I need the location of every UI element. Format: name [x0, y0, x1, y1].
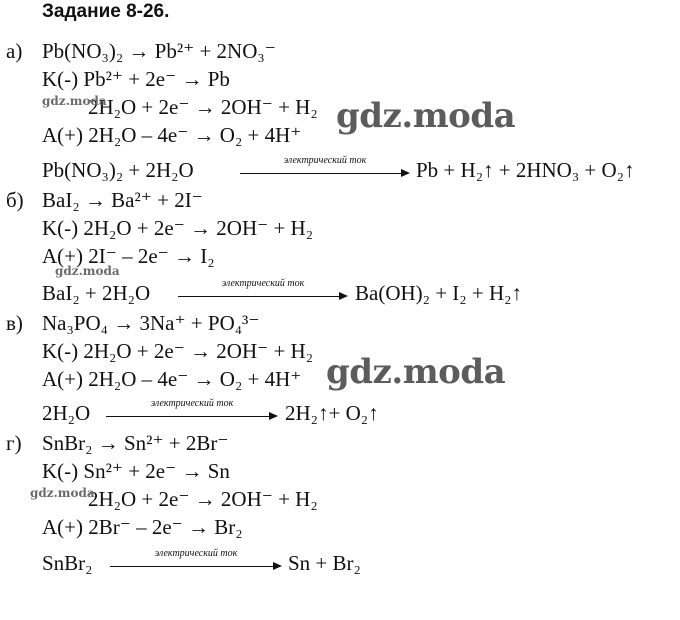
- section-g-dissociation: SnBr₂ → Sn²⁺ + 2Br⁻: [42, 431, 229, 455]
- section-v-cathode: K(-) 2H₂O + 2e⁻ → 2OH⁻ + H₂: [42, 339, 314, 363]
- section-v-overall-left: 2H₂O: [42, 401, 91, 425]
- arrow-label: электрический ток: [283, 155, 367, 166]
- section-b-overall-right: Ba(OH)₂ + I₂ + H₂↑: [355, 281, 522, 305]
- section-a-overall-left: Pb(NO₃)₂ + 2H₂O: [42, 158, 194, 182]
- section-a-anode: A(+) 2H₂O – 4e⁻ → O₂ + 4H⁺: [42, 123, 302, 147]
- arrow-label: электрический ток: [221, 278, 305, 289]
- task-title: Задание 8-26.: [42, 1, 170, 22]
- section-a-dissociation: Pb(NO₃)₂ → Pb²⁺ + 2NO₃⁻: [42, 39, 276, 63]
- section-v-dissociation: Na₃PO₄ → 3Na⁺ + PO₄³⁻: [42, 311, 260, 335]
- section-a-label: а): [6, 39, 23, 63]
- section-b-label: б): [6, 188, 24, 212]
- arrow-label: электрический ток: [154, 548, 238, 559]
- watermark-large: gdz.moda: [326, 352, 506, 392]
- section-b-dissociation: BaI₂ → Ba²⁺ + 2I⁻: [42, 188, 203, 212]
- section-v-anode: A(+) 2H₂O – 4e⁻ → O₂ + 4H⁺: [42, 367, 302, 391]
- electrolysis-arrow: [110, 550, 282, 576]
- section-b-anode: A(+) 2I⁻ – 2e⁻ → I₂: [42, 244, 215, 268]
- arrow-head: [339, 292, 348, 300]
- arrow-head: [273, 562, 282, 570]
- watermark-small: gdz.moda: [30, 486, 95, 500]
- watermark-small: gdz.moda: [42, 94, 107, 108]
- section-g-anode: A(+) 2Br⁻ – 2e⁻ → Br₂: [42, 515, 243, 539]
- section-b-cathode: K(-) 2H₂O + 2e⁻ → 2OH⁻ + H₂: [42, 216, 314, 240]
- arrow-head: [401, 169, 410, 177]
- section-b-overall-left: BaI₂ + 2H₂O: [42, 281, 151, 305]
- arrow-shaft: [110, 566, 275, 567]
- electrolysis-arrow: [106, 400, 278, 426]
- section-g-overall-left: SnBr₂: [42, 551, 93, 575]
- watermark-small: gdz.moda: [55, 264, 120, 278]
- section-g-cathode-2: 2H₂O + 2e⁻ → 2OH⁻ + H₂: [88, 487, 318, 511]
- arrow-head: [269, 412, 278, 420]
- section-a-overall-right: Pb + H₂↑ + 2HNO₃ + O₂↑: [416, 158, 635, 182]
- section-g-label: г): [6, 431, 22, 455]
- electrolysis-arrow: [240, 157, 410, 183]
- arrow-shaft: [178, 296, 341, 297]
- section-v-label: в): [6, 311, 23, 335]
- section-g-overall-right: Sn + Br₂: [288, 551, 361, 575]
- section-g-cathode-1: K(-) Sn²⁺ + 2e⁻ → Sn: [42, 459, 230, 483]
- section-a-cathode-2: 2H₂O + 2e⁻ → 2OH⁻ + H₂: [88, 95, 318, 119]
- arrow-label: электрический ток: [150, 398, 234, 409]
- section-a-cathode-1: K(-) Pb²⁺ + 2e⁻ → Pb: [42, 67, 230, 91]
- electrolysis-arrow: [178, 280, 348, 306]
- arrow-shaft: [106, 416, 271, 417]
- arrow-shaft: [240, 173, 403, 174]
- section-v-overall-right: 2H₂↑+ O₂↑: [285, 401, 379, 425]
- watermark-large: gdz.moda: [336, 96, 516, 136]
